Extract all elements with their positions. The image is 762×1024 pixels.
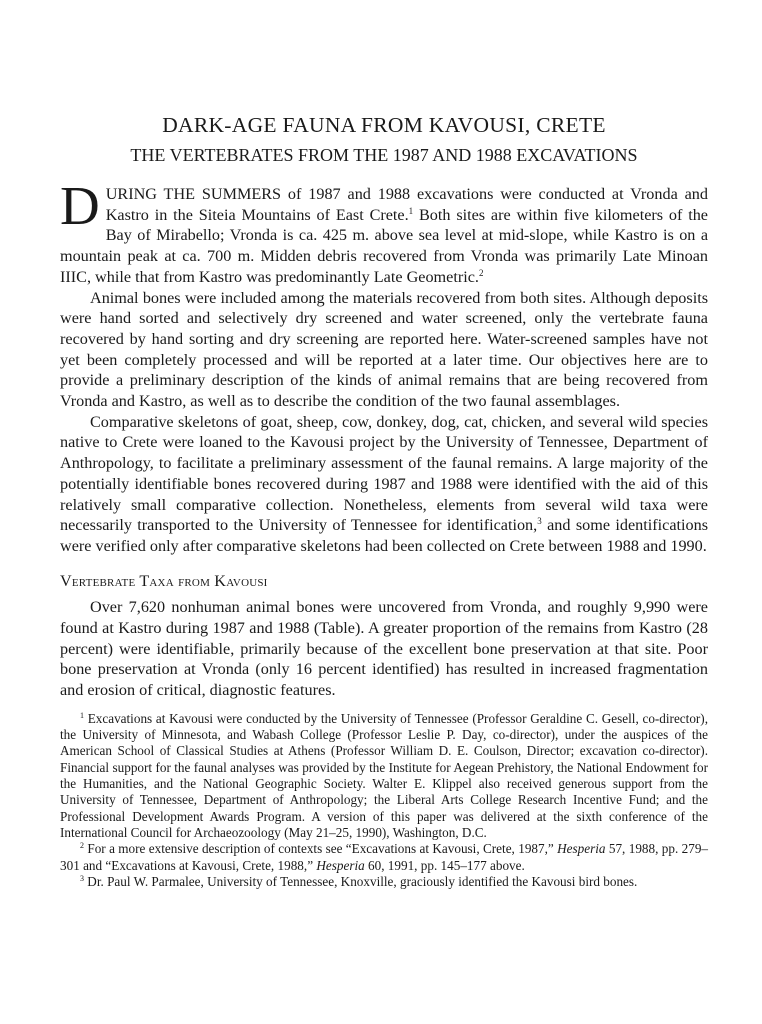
lead-in-text: URING THE SUMMERS	[105, 185, 282, 203]
footnote-ref-1[interactable]: 1	[408, 205, 414, 216]
section-heading: Vertebrate Taxa from Kavousi	[60, 571, 268, 590]
paragraph-4: Over 7,620 nonhuman animal bones were uncovered from Vronda, and roughly 9,990 were found at Kastro during 1987 and 1988 (Table). A greater proportion of the remains from Kastro (28 percent) were identifiable, primarily because of the excellent bone preservation at that site. Poor bone preservation at Vronda (only 16 percent identified) has resulted in increased fragmentation and erosion of critical, diagnostic features.	[60, 598, 708, 700]
drop-cap: D	[60, 175, 100, 236]
article-page	[60, 112, 708, 890]
journal-title: Hesperia	[316, 857, 365, 873]
footnote-2: $^2$ For a more extensive description of contexts see “Excavations at Kavousi, Crete, 1987,” Hesperia 57, 1988, pp. 279–301 and “Excavations at Kavousi, Crete, 1988,” Hesperia 60, 1991, pp. 145–177 above.	[60, 841, 709, 873]
article-title: DARK-AGE FAUNA FROM KAVOUSI, CRETE	[162, 113, 606, 137]
article-subtitle: THE VERTEBRATES FROM THE 1987 AND 1988 EXCAVATIONS	[130, 145, 638, 165]
footnotes	[60, 711, 708, 890]
footnote-1: $^1$ Excavations at Kavousi were conducted by the University of Tennessee (Professor Geraldine C. Gesell, co-director), the University of Minnesota, and Wabash College (Professor Leslie P. Day, co-director), under the auspices of the American School of Classical Studies at Athens (Professor William D. E. Coulson, Director; excavation co-director). Financial support for the faunal analyses was provided by the Institute for Aegean Prehistory, the National Endowment for the Humanities, and the National Geographic Society. Walter E. Klippel also received generous support from the University of Tennessee, Department of Anthropology; the Liberal Arts College Research Incentive Fund; and the Professional Development Awards Program. A version of this paper was delivered at the sixth conference of the International Council for Archaeozoology (May 21–25, 1990), Washington, D.C.	[60, 710, 708, 840]
paragraph-3: Comparative skeletons of goat, sheep, cow, donkey, dog, cat, chicken, and several wild species native to Crete were loaned to the Kavousi project by the University of Tennessee, Department of Anthropology, to facilitate a preliminary assessment of the faunal remains. A large majority of the potentially identifiable bones recovered during 1987 and 1988 were identified with the aid of this relatively small comparative collection. Nonetheless, elements from several wild taxa were necessarily transported to the University of Tennessee for identification,$^3$ and some identifications were verified only after comparative skeletons had been collected on Crete between 1988 and 1990.	[60, 412, 708, 555]
article-body	[60, 175, 708, 701]
footnote-ref-3[interactable]: 3	[537, 516, 542, 527]
footnote-3: $^3$ Dr. Paul W. Parmalee, University of Tennessee, Knoxville, graciously identified the Kavousi bird bones.	[80, 873, 638, 889]
paragraph-1: DURING THE SUMMERS of 1987 and 1988 excavations were conducted at Vronda and Kastro in the Siteia Mountains of East Crete.$^1$ Both sites are within five kilometers of the Bay of Mirabello; Vronda is ca. 425 m. above sea level at mid-slope, while Kastro is on a mountain peak at ca. 700 m. Midden debris recovered from Vronda was primarily Late Minoan IIIC, while that from Kastro was predominantly Late Geometric.$^2$	[60, 175, 708, 286]
paragraph-2: Animal bones were included among the materials recovered from both sites. Although deposits were hand sorted and selectively dry screened and water screened, only the vertebrate fauna recovered by hand sorting and dry screening are reported here. Water-screened samples have not yet been completely processed and will be reported at a later time. Our objectives here are to provide a preliminary description of the kinds of animal remains that are being recovered from Vronda and Kastro, as well as to describe the condition of the two faunal assemblages.	[60, 288, 708, 411]
journal-title: Hesperia	[557, 841, 606, 857]
footnote-ref-2[interactable]: 2	[478, 267, 484, 278]
